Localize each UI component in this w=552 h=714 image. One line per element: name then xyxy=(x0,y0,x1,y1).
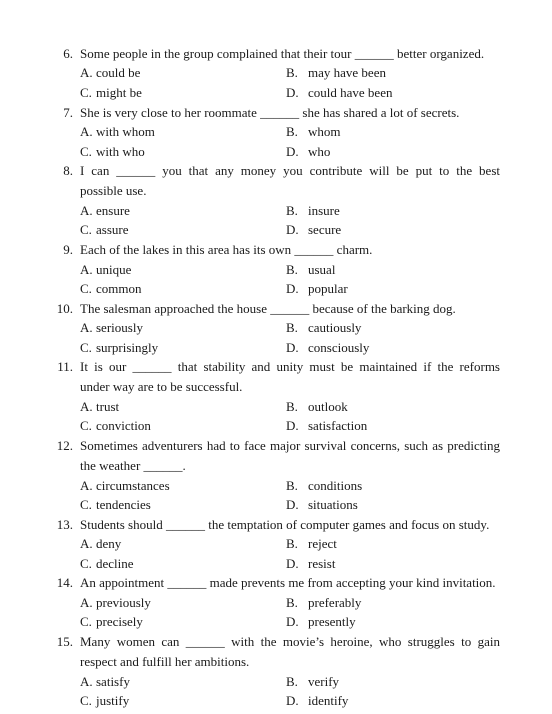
option-letter: A. xyxy=(80,65,93,80)
option-text: satisfaction xyxy=(308,418,368,433)
option-text: usual xyxy=(308,262,336,277)
option-text: outlook xyxy=(308,399,348,414)
option-text: reject xyxy=(308,536,337,551)
option-text: previously xyxy=(96,595,151,610)
option-letter: A. xyxy=(80,203,93,218)
option-text: justify xyxy=(96,693,130,708)
option-letter: B. xyxy=(286,478,298,493)
option-text: could be xyxy=(96,65,141,80)
answer-option[interactable] xyxy=(0,64,552,82)
option-letter: B. xyxy=(286,124,298,139)
option-letter: B. xyxy=(286,65,298,80)
option-letter: D. xyxy=(286,614,299,629)
answer-option[interactable] xyxy=(0,84,552,102)
option-text: resist xyxy=(308,556,336,571)
option-letter: C. xyxy=(80,693,92,708)
option-letter: B. xyxy=(286,595,298,610)
option-letter: C. xyxy=(80,85,92,100)
answer-option[interactable] xyxy=(0,477,552,495)
option-letter: D. xyxy=(286,222,299,237)
option-text: presently xyxy=(308,614,356,629)
answer-option[interactable] xyxy=(0,339,552,357)
option-text: preferably xyxy=(308,595,362,610)
answer-option[interactable] xyxy=(0,221,552,239)
option-letter: D. xyxy=(286,556,299,571)
question-line xyxy=(0,162,552,180)
question-text: It is our ______ that stability and unity must be maintained if the reforms xyxy=(80,359,500,374)
answer-option[interactable] xyxy=(0,555,552,573)
option-letter: D. xyxy=(286,497,299,512)
option-text: insure xyxy=(308,203,340,218)
option-text: circumstances xyxy=(96,478,170,493)
option-letter: B. xyxy=(286,320,298,335)
option-text: who xyxy=(308,144,331,159)
option-text: common xyxy=(96,281,142,296)
question-number: 15. xyxy=(56,634,73,649)
answer-option[interactable] xyxy=(0,202,552,220)
option-text: popular xyxy=(308,281,348,296)
question-number: 14. xyxy=(56,575,73,590)
question-line xyxy=(0,633,552,651)
option-text: unique xyxy=(96,262,132,277)
question-text: An appointment ______ made prevents me from accepting your kind invitation. xyxy=(80,575,496,590)
question-line xyxy=(0,574,552,592)
option-text: identify xyxy=(308,693,349,708)
option-letter: A. xyxy=(80,595,93,610)
answer-option[interactable] xyxy=(0,673,552,691)
answer-option[interactable] xyxy=(0,280,552,298)
option-text: deny xyxy=(96,536,122,551)
question-text: Some people in the group complained that their tour ______ better organized. xyxy=(80,46,485,61)
option-letter: D. xyxy=(286,693,299,708)
answer-option[interactable] xyxy=(0,319,552,337)
option-text: conditions xyxy=(308,478,363,493)
question-line xyxy=(0,457,552,475)
option-text: might be xyxy=(96,85,142,100)
option-text: whom xyxy=(308,124,341,139)
question-text: She is very close to her roommate ______ she has shared a lot of secrets. xyxy=(80,105,460,120)
option-text: conviction xyxy=(96,418,151,433)
option-text: with who xyxy=(96,144,145,159)
question-line xyxy=(0,300,552,318)
question-number: 11. xyxy=(57,359,73,374)
option-letter: B. xyxy=(286,399,298,414)
question-text: Students should ______ the temptation of computer games and focus on study. xyxy=(80,517,490,532)
option-letter: C. xyxy=(80,222,92,237)
answer-option[interactable] xyxy=(0,613,552,631)
option-letter: B. xyxy=(286,203,298,218)
option-letter: A. xyxy=(80,536,93,551)
answer-option[interactable] xyxy=(0,535,552,553)
question-number: 7. xyxy=(63,105,73,120)
option-letter: C. xyxy=(80,340,92,355)
question-text: respect and fulfill her ambitions. xyxy=(80,654,250,669)
answer-option[interactable] xyxy=(0,594,552,612)
option-text: satisfy xyxy=(96,674,130,689)
option-letter: A. xyxy=(80,399,93,414)
question-text: The salesman approached the house ______ because of the barking dog. xyxy=(80,301,456,316)
question-number: 13. xyxy=(56,517,73,532)
option-text: may have been xyxy=(308,65,386,80)
option-letter: B. xyxy=(286,536,298,551)
option-text: precisely xyxy=(96,614,143,629)
question-number: 10. xyxy=(56,301,73,316)
question-line xyxy=(0,241,552,259)
option-letter: D. xyxy=(286,85,299,100)
option-letter: A. xyxy=(80,674,93,689)
option-text: consciously xyxy=(308,340,370,355)
question-text: possible use. xyxy=(80,183,147,198)
option-letter: A. xyxy=(80,124,93,139)
answer-option[interactable] xyxy=(0,417,552,435)
question-number: 9. xyxy=(63,242,73,257)
option-letter: C. xyxy=(80,614,92,629)
option-text: trust xyxy=(96,399,120,414)
option-letter: D. xyxy=(286,281,299,296)
question-text: under way are to be successful. xyxy=(80,379,243,394)
option-text: ensure xyxy=(96,203,130,218)
option-text: secure xyxy=(308,222,342,237)
question-text: Each of the lakes in this area has its own ______ charm. xyxy=(80,242,373,257)
option-text: seriously xyxy=(96,320,143,335)
option-text: surprisingly xyxy=(96,340,159,355)
option-letter: C. xyxy=(80,556,92,571)
option-letter: B. xyxy=(286,674,298,689)
option-text: assure xyxy=(96,222,129,237)
option-letter: D. xyxy=(286,340,299,355)
option-text: could have been xyxy=(308,85,393,100)
option-text: decline xyxy=(96,556,134,571)
question-line xyxy=(0,104,552,122)
question-line xyxy=(0,45,552,63)
question-text: the weather ______. xyxy=(80,458,186,473)
question-number: 12. xyxy=(56,438,73,453)
question-line xyxy=(0,653,552,671)
option-letter: C. xyxy=(80,144,92,159)
question-number: 6. xyxy=(63,46,73,61)
question-text: I can ______ you that any money you contribute will be put to the best xyxy=(80,163,500,178)
option-letter: A. xyxy=(80,478,93,493)
answer-option[interactable] xyxy=(0,398,552,416)
answer-option[interactable] xyxy=(0,261,552,279)
option-letter: D. xyxy=(286,144,299,159)
option-letter: C. xyxy=(80,281,92,296)
question-number: 8. xyxy=(63,163,73,178)
option-text: situations xyxy=(308,497,358,512)
option-letter: A. xyxy=(80,320,93,335)
option-letter: D. xyxy=(286,418,299,433)
answer-option[interactable] xyxy=(0,143,552,161)
option-text: with whom xyxy=(96,124,155,139)
option-text: tendencies xyxy=(96,497,151,512)
answer-option[interactable] xyxy=(0,123,552,141)
option-letter: C. xyxy=(80,418,92,433)
question-text: Sometimes adventurers had to face major survival concerns, such as predicting xyxy=(80,438,500,453)
option-letter: C. xyxy=(80,497,92,512)
answer-option[interactable] xyxy=(0,496,552,514)
answer-option[interactable] xyxy=(0,692,552,710)
option-letter: B. xyxy=(286,262,298,277)
question-line xyxy=(0,358,552,376)
question-line xyxy=(0,378,552,396)
option-letter: A. xyxy=(80,262,93,277)
question-line xyxy=(0,182,552,200)
option-text: cautiously xyxy=(308,320,362,335)
option-text: verify xyxy=(308,674,340,689)
question-line xyxy=(0,437,552,455)
question-text: Many women can ______ with the movie’s heroine, who struggles to gain xyxy=(80,634,500,649)
question-line xyxy=(0,516,552,534)
